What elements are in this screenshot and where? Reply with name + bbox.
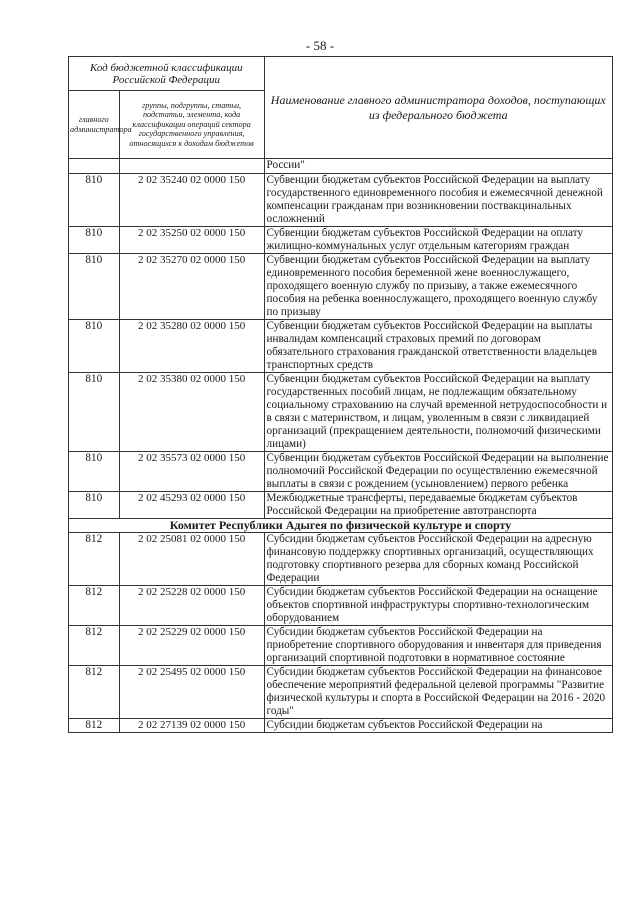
header-admin-column: главного администратора xyxy=(69,91,120,159)
admin-code-cell: 812 xyxy=(69,626,120,666)
table-row xyxy=(69,666,613,719)
table-row xyxy=(69,533,613,586)
table-row xyxy=(69,227,613,254)
table-row xyxy=(69,254,613,320)
classification-code-cell: 2 02 25229 02 0000 150 xyxy=(119,626,264,666)
continuation-admin-cell xyxy=(69,159,120,174)
section-row xyxy=(69,519,613,533)
classification-code-cell: 2 02 35250 02 0000 150 xyxy=(119,227,264,254)
revenue-name-cell: Субвенции бюджетам субъектов Российской Федерации на выплату единовременного пособия беременной жене военнослужащего, проходящего военную службу по призыву, а также ежемесячного пособия на ребенка военнослужащего, проходящего военную службу по призыву xyxy=(264,254,612,320)
revenue-name-cell: Субсидии бюджетам субъектов Российской Федерации на адресную финансовую поддержку спортивных организаций, осуществляющих подготовку спортивного резерва для сборных команд Российской Федерации xyxy=(264,533,612,586)
header-codes-column: группы, подгруппы, статьи, подстатьи, элемента, кода классификации операций сектора государственного управления, относящихся к доходам бюджетов xyxy=(119,91,264,159)
table-row xyxy=(69,719,613,733)
table-row xyxy=(69,492,613,519)
revenue-name-cell: Субвенции бюджетам субъектов Российской Федерации на выплаты инвалидам компенсаций страховых премий по договорам обязательного страхования гражданской ответственности владельцев транспортных средств xyxy=(264,320,612,373)
revenue-name-cell: Межбюджетные трансферты, передаваемые бюджетам субъектов Российской Федерации на приобретение автотранспорта xyxy=(264,492,612,519)
table-row xyxy=(69,320,613,373)
admin-code-cell: 810 xyxy=(69,174,120,227)
admin-code-cell: 812 xyxy=(69,533,120,586)
classification-code-cell: 2 02 25228 02 0000 150 xyxy=(119,586,264,626)
revenue-name-cell: Субсидии бюджетам субъектов Российской Федерации на финансовое обеспечение мероприятий федеральной целевой программы "Развитие физической культуры и спорта в Российской Федерации на 2016 - 2020 годы" xyxy=(264,666,612,719)
revenue-name-cell: Субвенции бюджетам субъектов Российской Федерации на оплату жилищно-коммунальных услуг отдельным категориям граждан xyxy=(264,227,612,254)
classification-code-cell: 2 02 35573 02 0000 150 xyxy=(119,452,264,492)
classification-code-cell: 2 02 25495 02 0000 150 xyxy=(119,666,264,719)
table-row xyxy=(69,626,613,666)
section-title: Комитет Республики Адыгея по физической культуре и спорту xyxy=(69,519,613,533)
classification-code-cell: 2 02 35270 02 0000 150 xyxy=(119,254,264,320)
continuation-row xyxy=(69,159,613,174)
header-group-title: Код бюджетной классификации Российской Федерации xyxy=(69,57,265,91)
admin-code-cell: 810 xyxy=(69,254,120,320)
continuation-code-cell xyxy=(119,159,264,174)
admin-code-cell: 810 xyxy=(69,227,120,254)
table-row xyxy=(69,452,613,492)
budget-classification-table xyxy=(68,56,613,733)
revenue-name-cell: Субвенции бюджетам субъектов Российской Федерации на выплату государственного единовременного пособия и ежемесячной денежной компенсации гражданам при возникновении поствакцинальных осложнений xyxy=(264,174,612,227)
header-row-1 xyxy=(69,57,613,91)
admin-code-cell: 812 xyxy=(69,666,120,719)
admin-code-cell: 812 xyxy=(69,719,120,733)
classification-code-cell: 2 02 35240 02 0000 150 xyxy=(119,174,264,227)
table-row xyxy=(69,373,613,452)
admin-code-cell: 810 xyxy=(69,373,120,452)
classification-code-cell: 2 02 45293 02 0000 150 xyxy=(119,492,264,519)
page-number: - 58 - xyxy=(0,38,640,54)
revenue-name-cell: Субсидии бюджетам субъектов Российской Федерации на оснащение объектов спортивной инфраструктуры спортивно-технологическим оборудованием xyxy=(264,586,612,626)
admin-code-cell: 812 xyxy=(69,586,120,626)
continuation-text: России" xyxy=(264,159,612,174)
admin-code-cell: 810 xyxy=(69,492,120,519)
revenue-name-cell: Субсидии бюджетам субъектов Российской Федерации на xyxy=(264,719,612,733)
revenue-name-cell: Субвенции бюджетам субъектов Российской Федерации на выплату государственных пособий лицам, не подлежащим обязательному социальному страхованию на случай временной нетрудоспособности и в связи с материнством, и лицам, уволенным в связи с ликвидацией организаций (прекращением деятельности, полномочий физическими лицами) xyxy=(264,373,612,452)
table-row xyxy=(69,586,613,626)
revenue-name-cell: Субвенции бюджетам субъектов Российской Федерации на выполнение полномочий Российской Федерации по осуществлению ежемесячной выплаты в связи с рождением (усыновлением) первого ребенка xyxy=(264,452,612,492)
admin-code-cell: 810 xyxy=(69,320,120,373)
header-name-column: Наименование главного администратора доходов, поступающих из федерального бюджета xyxy=(264,57,612,159)
revenue-name-cell: Субсидии бюджетам субъектов Российской Федерации на приобретение спортивного оборудования и инвентаря для приведения организаций спортивной подготовки в нормативное состояние xyxy=(264,626,612,666)
classification-code-cell: 2 02 35280 02 0000 150 xyxy=(119,320,264,373)
classification-code-cell: 2 02 25081 02 0000 150 xyxy=(119,533,264,586)
classification-code-cell: 2 02 35380 02 0000 150 xyxy=(119,373,264,452)
table-row xyxy=(69,174,613,227)
admin-code-cell: 810 xyxy=(69,452,120,492)
classification-code-cell: 2 02 27139 02 0000 150 xyxy=(119,719,264,733)
